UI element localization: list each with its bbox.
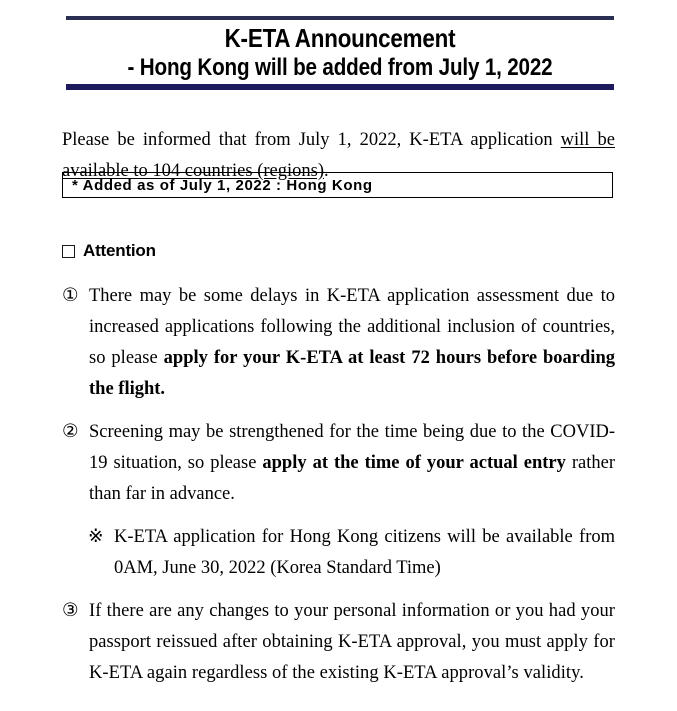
- reference-mark-icon: ※: [88, 527, 104, 547]
- list-item-marker: ①: [62, 286, 79, 306]
- list-item-text-plain: If there are any changes to your personal information or you had your passport reissued after obtaining K-ETA approval, you must apply for K-ETA again regardless of the existing K-ETA approval’s validity.: [89, 601, 615, 683]
- list-item: [62, 281, 615, 405]
- intro-text-leading: Please be informed that from July 1, 2022, K-ETA application: [62, 129, 561, 150]
- list-item: [62, 596, 615, 689]
- attention-items-list: [62, 281, 615, 701]
- added-countries-text: * Added as of July 1, 2022 : Hong Kong: [72, 176, 373, 194]
- empty-square-icon: [62, 245, 75, 258]
- title-text-group: [66, 20, 614, 84]
- sub-note: [88, 522, 615, 584]
- attention-heading: [62, 241, 156, 261]
- list-item-marker: ③: [62, 601, 79, 621]
- title-rule-bottom: [66, 84, 614, 90]
- list-item-text-plain: Screening may be strengthened for the time being due to the COVID-19 situation, so please: [89, 422, 615, 473]
- intro-text-trailing: .: [324, 160, 329, 181]
- list-item-text-bold: apply for your K-ETA at least 72 hours before boarding the flight.: [89, 348, 615, 399]
- list-item-text-bold: apply at the time of your actual entry: [262, 453, 566, 473]
- list-item: [62, 417, 615, 510]
- list-item-body: [89, 281, 615, 405]
- added-countries-box: [62, 172, 613, 198]
- list-item-marker: ②: [62, 422, 79, 442]
- list-item-body: [89, 417, 615, 510]
- title-block: [66, 16, 614, 90]
- list-item-body: [89, 596, 615, 689]
- sub-note-text: K-ETA application for Hong Kong citizens will be available from 0AM, June 30, 2022 (Korea Standard Time): [114, 527, 615, 578]
- intro-text-underlined: will be available to 104 countries (regions): [62, 129, 616, 181]
- list-item-text-plain: There may be some delays in K-ETA application assessment due to increased applications following the additional inclusion of countries, so please: [89, 286, 615, 368]
- page-title-line-2: - Hong Kong will be added from July 1, 2022: [127, 54, 553, 81]
- page-title-line-1: K-ETA Announcement: [224, 23, 456, 53]
- list-item-text-plain-tail: rather than far in advance.: [89, 453, 615, 504]
- attention-label: Attention: [83, 241, 156, 260]
